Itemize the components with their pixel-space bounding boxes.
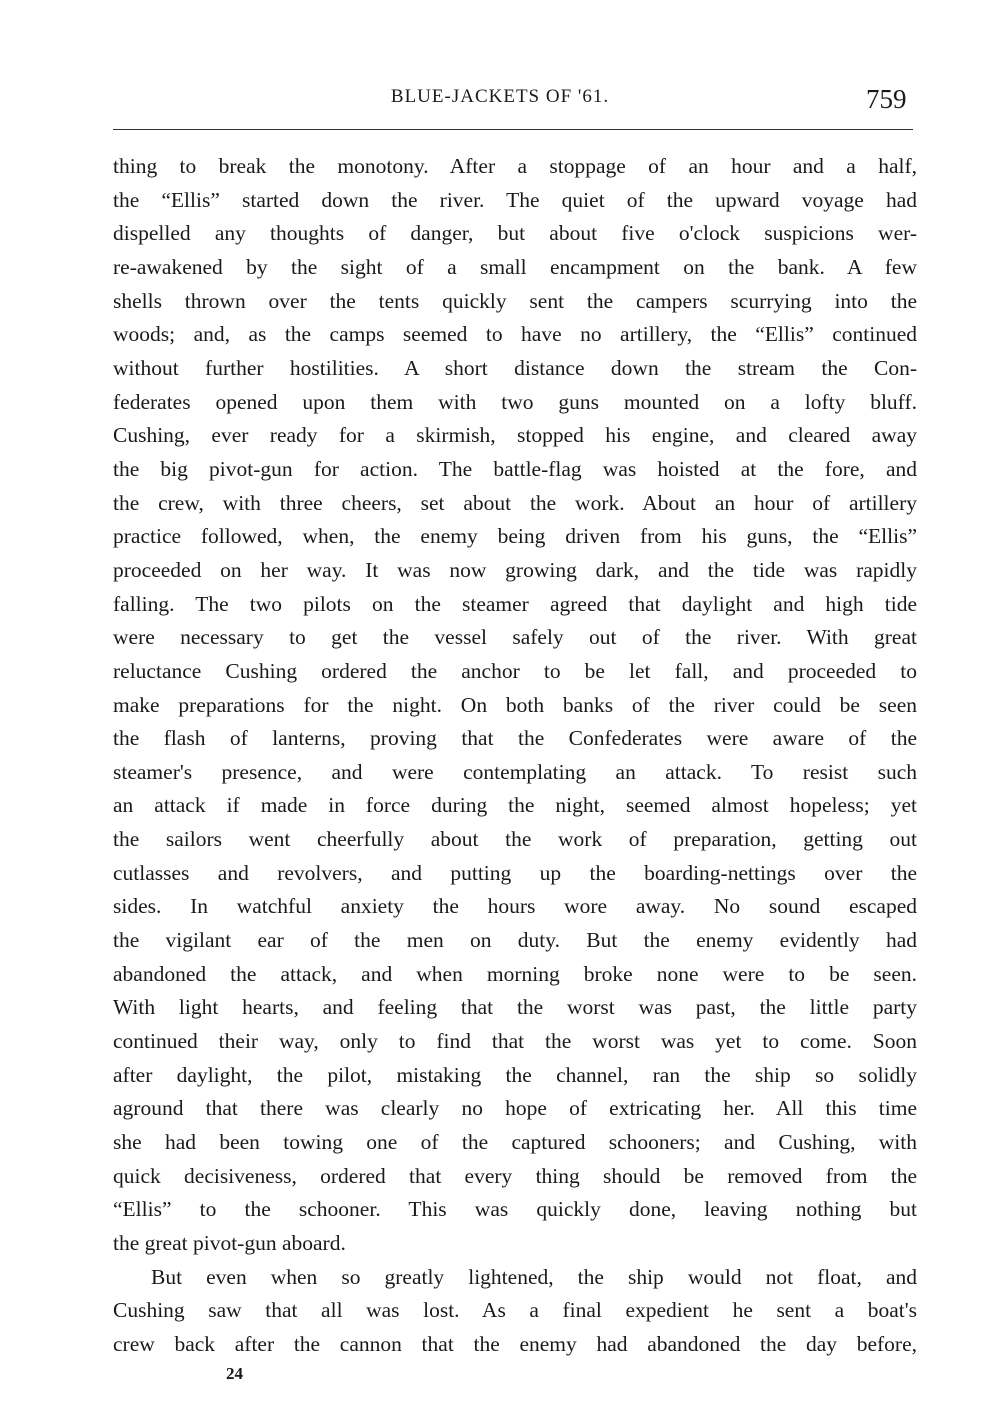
text-line: Cushing, ever ready for a skirmish, stopped his engine, and cleared away bbox=[113, 423, 917, 448]
text-line: she had been towing one of the captured schooners; and Cushing, with bbox=[113, 1130, 917, 1155]
text-line: without further hostilities. A short distance down the stream the Con- bbox=[113, 355, 917, 380]
text-line: sides. In watchful anxiety the hours wore away. No sound escaped bbox=[113, 894, 917, 919]
text-line: make preparations for the night. On both banks of the river could be seen bbox=[113, 692, 917, 717]
text-line: were necessary to get the vessel safely out of the river. With great bbox=[113, 625, 917, 650]
text-line: reluctance Cushing ordered the anchor to be let fall, and proceeded to bbox=[113, 658, 917, 683]
text-line: falling. The two pilots on the steamer agreed that daylight and high tide bbox=[113, 591, 917, 616]
body-text bbox=[113, 150, 917, 1362]
text-line: the “Ellis” started down the river. The quiet of the upward voyage had bbox=[113, 187, 917, 212]
text-line: re-awakened by the sight of a small encampment on the bank. A few bbox=[113, 254, 917, 279]
text-line: proceeded on her way. It was now growing dark, and the tide was rapidly bbox=[113, 557, 917, 582]
text-line: crew back after the cannon that the enemy had abandoned the day before, bbox=[113, 1331, 917, 1356]
text-line: aground that there was clearly no hope of extricating her. All this time bbox=[113, 1096, 917, 1121]
text-line: the vigilant ear of the men on duty. But the enemy evidently had bbox=[113, 928, 917, 953]
running-header-title: BLUE-JACKETS OF '61. bbox=[390, 86, 610, 107]
signature-mark: 24 bbox=[226, 1364, 243, 1383]
text-line: woods; and, as the camps seemed to have no artillery, the “Ellis” continued bbox=[113, 322, 917, 347]
text-line: the sailors went cheerfully about the work of preparation, getting out bbox=[113, 827, 917, 852]
text-line: dispelled any thoughts of danger, but about five o'clock suspicions wer- bbox=[113, 221, 917, 246]
text-line: steamer's presence, and were contemplating an attack. To resist such bbox=[113, 759, 917, 784]
text-line: practice followed, when, the enemy being driven from his guns, the “Ellis” bbox=[113, 524, 917, 549]
text-line: With light hearts, and feeling that the worst was past, the little party bbox=[113, 995, 917, 1020]
text-line: the great pivot-gun aboard. bbox=[113, 1231, 346, 1255]
text-line: But even when so greatly lightened, the ship would not float, and bbox=[151, 1264, 917, 1289]
text-line: thing to break the monotony. After a stoppage of an hour and a half, bbox=[113, 154, 917, 178]
text-line: the crew, with three cheers, set about the work. About an hour of artillery bbox=[113, 490, 917, 515]
text-line: after daylight, the pilot, mistaking the channel, ran the ship so solidly bbox=[113, 1062, 917, 1087]
text-line: “Ellis” to the schooner. This was quickly done, leaving nothing but bbox=[113, 1197, 917, 1222]
text-line: quick decisiveness, ordered that every thing should be removed from the bbox=[113, 1163, 917, 1188]
header-rule bbox=[113, 129, 913, 130]
text-line: the flash of lanterns, proving that the Confederates were aware of the bbox=[113, 726, 917, 751]
page-number: 759 bbox=[866, 84, 907, 114]
text-line: cutlasses and revolvers, and putting up the boarding-nettings over the bbox=[113, 860, 917, 885]
text-line: an attack if made in force during the night, seemed almost hopeless; yet bbox=[113, 793, 917, 818]
text-line: Cushing saw that all was lost. As a final expedient he sent a boat's bbox=[113, 1298, 917, 1323]
text-line: the big pivot-gun for action. The battle-flag was hoisted at the fore, and bbox=[113, 456, 917, 481]
text-line: continued their way, only to find that the worst was yet to come. Soon bbox=[113, 1029, 917, 1054]
text-line: abandoned the attack, and when morning broke none were to be seen. bbox=[113, 961, 917, 986]
text-line: federates opened upon them with two guns mounted on a lofty bluff. bbox=[113, 389, 917, 414]
text-line: shells thrown over the tents quickly sent the campers scurrying into the bbox=[113, 288, 917, 313]
